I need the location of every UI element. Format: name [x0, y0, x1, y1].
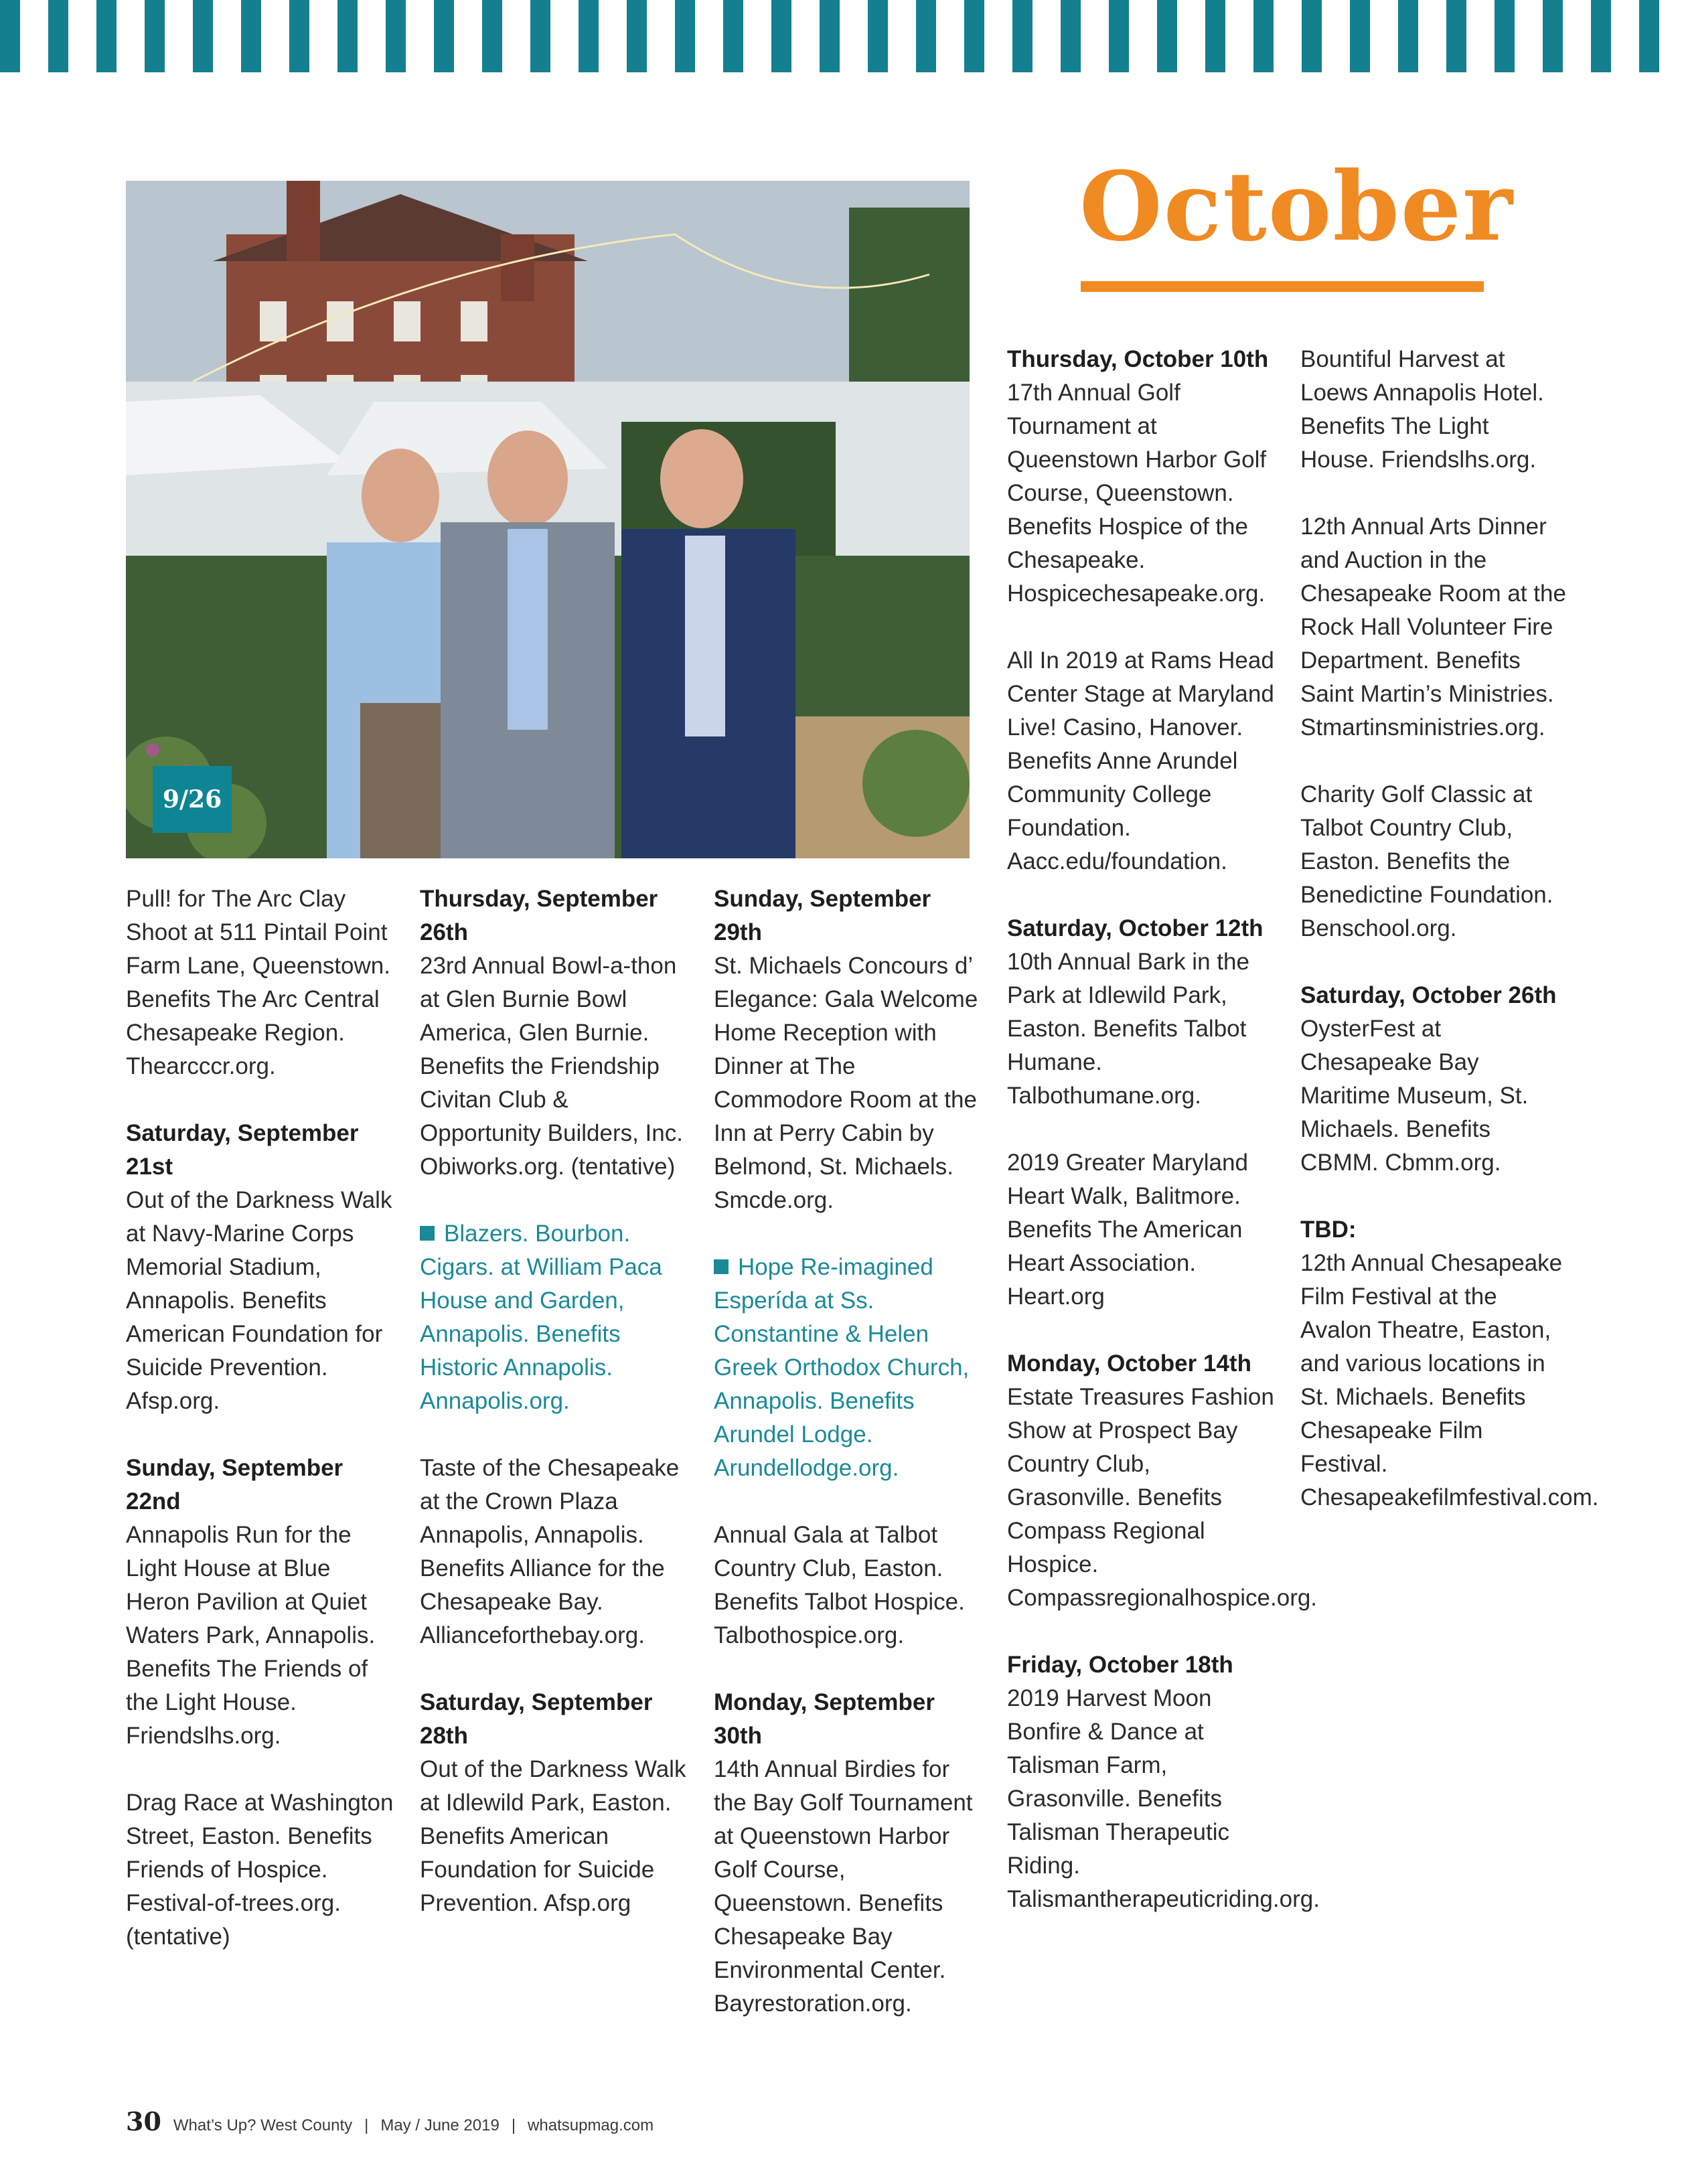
event-body: Out of the Darkness Walk at Navy-Marine Corps Memorial Stadium, Annapolis. Benefits American Foundation for Suicide Prevention. Afsp.org. [126, 1187, 392, 1414]
event-entry [1300, 1213, 1599, 1514]
event-entry [126, 1452, 394, 1753]
top-stripe-border [0, 0, 1682, 72]
event-entry [1300, 343, 1568, 477]
event-body: Pull! for The Arc Clay Shoot at 511 Pintail Point Farm Lane, Queenstown. Benefits The Arc Central Chesapeake Region. Thearcccr.org. [126, 886, 390, 1079]
event-body: Taste of the Chesapeake at the Crown Plaza Annapolis, Annapolis. Benefits Alliance for the Chesapeake Bay. Allianceforthebay.org. [420, 1455, 680, 1648]
event-entry [420, 882, 688, 1184]
footer-separator: | [511, 2116, 516, 2134]
event-entry [1300, 778, 1568, 945]
event-body: 12th Annual Chesapeake Film Festival at the Avalon Theatre, Easton, and various locations in St. Michaels. Benefits Chesapeake Film Festival. Chesapeakefilmfestival.com. [1300, 1250, 1599, 1510]
event-body: Bountiful Harvest at Loews Annapolis Hotel. Benefits The Light House. Friendslhs.org. [1300, 346, 1544, 473]
event-entry [1007, 343, 1275, 611]
event-entry [1007, 644, 1275, 878]
featured-square-icon [714, 1259, 729, 1274]
events-column-3 [714, 882, 982, 2054]
event-body: Estate Treasures Fashion Show at Prospect Bay Country Club, Grasonville. Benefits Compass Regional Hospice. Compassregionalhospice.org. [1007, 1384, 1318, 1611]
event-date-heading: Thursday, September 26th [420, 886, 658, 945]
events-column-2 [420, 882, 688, 1954]
event-body: Drag Race at Washington Street, Easton. Benefits Friends of Hospice. Festival-of-trees.org. (tentative) [126, 1790, 394, 1950]
event-body: 10th Annual Bark in the Park at Idlewild Park, Easton. Benefits Talbot Humane. Talbothumane.org. [1007, 949, 1249, 1109]
page-number: 30 [126, 2106, 161, 2136]
event-body: All In 2019 at Rams Head Center Stage at Maryland Live! Casino, Hanover. Benefits Anne Arundel Community College Foundation. Aacc.edu/foundation. [1007, 647, 1274, 874]
event-date-heading: Thursday, October 10th [1007, 346, 1269, 372]
event-date-heading: Friday, October 18th [1007, 1652, 1233, 1678]
events-column-5 [1300, 343, 1599, 1548]
event-date-heading: Monday, September 30th [714, 1689, 935, 1749]
page-footer [126, 2106, 654, 2136]
featured-event-body: Blazers. Bourbon. Cigars. at William Paca House and Garden, Annapolis. Benefits Historic Annapolis. Annapolis.org. [420, 1221, 662, 1414]
event-photo [126, 181, 970, 858]
featured-square-icon [420, 1226, 435, 1241]
magazine-name: What’s Up? West County [173, 2116, 353, 2134]
event-body: 17th Annual Golf Tournament at Queenstown Harbor Golf Course, Queenstown. Benefits Hospice of the Chesapeake. Hospicechesapeake.org. [1007, 380, 1267, 607]
event-entry [126, 882, 394, 1083]
event-body: 12th Annual Arts Dinner and Auction in the Chesapeake Room at the Rock Hall Volunteer Fire Department. Benefits Saint Martin’s Ministries. Stmartinsministries.org. [1300, 514, 1566, 740]
event-body: 2019 Greater Maryland Heart Walk, Balitmore. Benefits The American Heart Association. Heart.org [1007, 1150, 1248, 1310]
event-entry [714, 882, 982, 1217]
event-entry [1007, 1648, 1320, 1916]
event-body: St. Michaels Concours d’ Elegance: Gala Welcome Home Reception with Dinner at The Commodore Room at the Inn at Perry Cabin by Belmond, St. Michaels. Smcde.org. [714, 953, 978, 1213]
event-body: Annapolis Run for the Light House at Blue Heron Pavilion at Quiet Waters Park, Annapolis. Benefits The Friends of the Light House. Friendslhs.org. [126, 1522, 376, 1749]
event-date-heading: Saturday, September 21st [126, 1120, 359, 1180]
event-date-heading: Saturday, October 26th [1300, 982, 1557, 1008]
featured-event-body: Hope Re-imagined Esperída at Ss. Constantine & Helen Greek Orthodox Church, Annapolis. Benefits Arundel Lodge. Arundellodge.org. [714, 1254, 970, 1481]
event-body: Out of the Darkness Walk at Idlewild Park, Easton. Benefits American Foundation for Suicide Prevention. Afsp.org [420, 1756, 686, 1916]
event-body: 2019 Harvest Moon Bonfire & Dance at Talisman Farm, Grasonville. Benefits Talisman Therapeutic Riding. Talismantherapeuticriding.org. [1007, 1685, 1320, 1912]
event-body: Charity Golf Classic at Talbot Country Club, Easton. Benefits the Benedictine Foundation. Benschool.org. [1300, 781, 1553, 941]
event-date-heading: Monday, October 14th [1007, 1350, 1251, 1377]
event-date-heading: Saturday, September 28th [420, 1689, 653, 1749]
month-title-underline [1081, 281, 1484, 292]
website-link[interactable]: whatsupmag.com [528, 2116, 654, 2134]
event-entry [1007, 1347, 1318, 1615]
event-entry [420, 1686, 688, 1920]
photo-date-badge: 9/26 [153, 766, 232, 833]
issue-date: May / June 2019 [380, 2116, 500, 2134]
event-date-heading: Saturday, October 12th [1007, 915, 1264, 941]
event-entry [1300, 979, 1568, 1180]
event-date-heading: Sunday, September 29th [714, 886, 931, 945]
event-body: 14th Annual Birdies for the Bay Golf Tournament at Queenstown Harbor Golf Course, Queenstown. Benefits Chesapeake Bay Environmental Center. Bayrestoration.org. [714, 1756, 973, 2017]
footer-separator: | [364, 2116, 369, 2134]
event-entry [714, 1686, 982, 2021]
event-entry [420, 1452, 688, 1652]
month-title: October [1079, 151, 1514, 262]
event-body: OysterFest at Chesapeake Bay Maritime Museum, St. Michaels. Benefits CBMM. Cbmm.org. [1300, 1016, 1529, 1176]
event-date-heading: TBD: [1300, 1217, 1357, 1243]
event-entry [714, 1518, 982, 1652]
featured-event-entry [420, 1217, 688, 1418]
event-date-heading: Sunday, September 22nd [126, 1455, 343, 1514]
featured-event-entry [714, 1251, 982, 1485]
events-column-1 [126, 882, 394, 1987]
event-entry [1300, 510, 1568, 745]
events-column-4 [1007, 343, 1320, 1950]
event-entry [126, 1786, 394, 1954]
event-body: 23rd Annual Bowl-a-thon at Glen Burnie Bowl America, Glen Burnie. Benefits the Friendship Civitan Club & Opportunity Builders, Inc. Obiworks.org. (tentative) [420, 953, 683, 1180]
event-entry [126, 1117, 394, 1418]
event-entry [1007, 1146, 1275, 1314]
event-body: Annual Gala at Talbot Country Club, Easton. Benefits Talbot Hospice. Talbothospice.org. [714, 1522, 965, 1648]
event-entry [1007, 912, 1275, 1113]
